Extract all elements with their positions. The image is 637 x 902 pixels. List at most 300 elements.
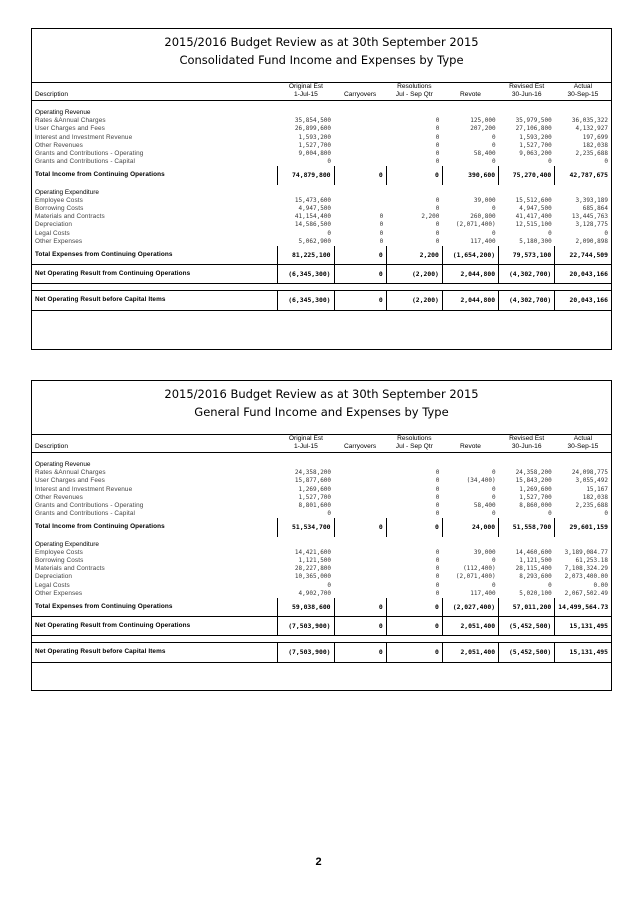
- operating-revenue-heading: [32, 105, 611, 117]
- cell-orig: 15,473,600: [294, 196, 332, 204]
- cell-carry: 0: [334, 291, 386, 310]
- row-label: Total Income from Continuing Operations: [35, 171, 165, 179]
- col-actual-top: Actual: [573, 435, 593, 442]
- cell-res: 0: [435, 141, 440, 149]
- col-resolutions-bottom: Jul - Sep Qtr: [386, 91, 442, 101]
- col-revised-bottom: 30-Jun-16: [499, 91, 555, 101]
- cell-res: 0: [435, 229, 440, 237]
- cell-carry: [334, 557, 386, 565]
- row-label: Total Income from Continuing Operations: [35, 523, 165, 531]
- col-actual-bottom: 30-Sep-15: [555, 443, 611, 453]
- consolidated-fund-panel: [31, 28, 612, 350]
- cell-revote: 125,000: [470, 117, 496, 125]
- cell-carry: [334, 117, 386, 125]
- cell-carry: 0: [334, 246, 386, 265]
- cell-orig: 14,586,500: [294, 221, 332, 229]
- col-resolutions-bottom: Jul - Sep Qtr: [386, 443, 442, 453]
- cell-orig: 8,801,600: [298, 502, 332, 510]
- cell-revote: 207,200: [470, 125, 496, 133]
- cell-carry: 0: [334, 617, 386, 636]
- general-fund-panel: [31, 380, 612, 691]
- cell-carry: [334, 150, 386, 158]
- cell-orig: 28,227,800: [294, 565, 332, 573]
- row-label: Rates &Annual Charges: [35, 469, 106, 477]
- operating-revenue-heading-label: Operating Revenue: [35, 461, 91, 468]
- cell-actual: 3,128,775: [575, 221, 608, 229]
- cell-revised: 75,270,400: [499, 166, 555, 184]
- cell-orig: 51,534,700: [278, 518, 334, 536]
- row-label: Other Revenues: [35, 141, 83, 149]
- cell-revised: 0: [548, 510, 552, 518]
- row-label: Net Operating Result from Continuing Operations: [32, 617, 278, 636]
- operating-expenditure-heading-label: Operating Expenditure: [35, 540, 99, 548]
- row-label: Net Operating Result before Capital Items: [32, 291, 278, 310]
- row-label: Other Expenses: [35, 589, 83, 597]
- cell-orig: 74,879,800: [278, 166, 334, 184]
- cell-actual: 182,038: [582, 141, 608, 149]
- cell-res: 0: [386, 617, 442, 636]
- cell-revised: 1,121,500: [519, 557, 552, 565]
- revenue-row: [32, 510, 611, 518]
- cell-actual: 0: [604, 158, 608, 166]
- cell-carry: [334, 573, 386, 581]
- cell-res: 2,200: [386, 246, 442, 265]
- row-label: Grants and Contributions - Capital: [35, 158, 136, 166]
- row-label: Total Expenses from Continuing Operations: [35, 251, 173, 259]
- expenditure-row: [32, 573, 611, 581]
- cell-revised: 41,417,400: [515, 213, 552, 221]
- consolidated-table: [32, 83, 611, 311]
- expenditure-row: [32, 221, 611, 229]
- consolidated-table-header: [32, 83, 611, 101]
- expenditure-row: [32, 205, 611, 213]
- cell-orig: 81,225,100: [278, 246, 334, 265]
- col-resolutions-top: Resolutions: [397, 83, 432, 90]
- cell-actual: 15,167: [586, 485, 608, 493]
- row-label: Materials and Contracts: [35, 565, 105, 573]
- row-label: Grants and Contributions - Capital: [35, 510, 136, 518]
- cell-actual: 61,253.18: [575, 557, 608, 565]
- cell-actual: 20,043,166: [555, 291, 611, 310]
- cell-revised: 1,527,700: [519, 141, 552, 149]
- cell-revised: 12,515,100: [515, 221, 552, 229]
- cell-carry: [334, 197, 386, 205]
- cell-revote: (112,400): [463, 565, 496, 573]
- cell-carry: [334, 590, 386, 598]
- cell-revote: 58,400: [473, 150, 496, 158]
- cell-res: 0: [435, 221, 440, 229]
- cell-actual: 24,098,775: [571, 469, 608, 477]
- cell-res: 0: [435, 573, 440, 581]
- cell-revised: 79,573,100: [499, 246, 555, 265]
- total-income-row: [32, 166, 611, 184]
- col-original-bottom: 1-Jul-15: [278, 91, 334, 101]
- row-label: Net Operating Result from Continuing Operations: [32, 265, 278, 284]
- cell-res: 0: [386, 166, 442, 184]
- row-label: User Charges and Fees: [35, 125, 105, 133]
- col-carryovers: Carryovers: [334, 91, 386, 101]
- cell-revised: 9,063,200: [519, 150, 552, 158]
- cell-orig: 4,902,700: [298, 589, 332, 597]
- cell-revote: 0: [491, 133, 496, 141]
- expenditure-row: [32, 557, 611, 565]
- net-operating-result-row: [32, 265, 611, 284]
- cell-orig: 0: [327, 229, 332, 237]
- row-label: Rates &Annual Charges: [35, 117, 106, 125]
- cell-carry: 0: [379, 213, 384, 221]
- cell-carry: [334, 582, 386, 590]
- cell-res: 0: [435, 237, 440, 245]
- row-label: User Charges and Fees: [35, 477, 105, 485]
- expenditure-row: [32, 213, 611, 221]
- cell-revised: 0: [548, 158, 552, 166]
- cell-carry: [334, 134, 386, 142]
- cell-actual: 15,131,495: [555, 617, 611, 636]
- revenue-row: [32, 125, 611, 133]
- cell-actual: 0: [604, 229, 608, 237]
- row-label: Other Expenses: [35, 237, 83, 245]
- col-original-top: Original Est: [288, 435, 323, 442]
- cell-orig: 1,527,700: [298, 141, 332, 149]
- cell-res: 0: [435, 557, 440, 565]
- cell-carry: 0: [334, 265, 386, 284]
- cell-carry: 0: [334, 166, 386, 184]
- cell-orig: 59,038,600: [278, 598, 334, 617]
- cell-revote: 39,000: [473, 548, 496, 556]
- cell-orig: (6,345,300): [278, 265, 334, 284]
- operating-expenditure-heading: [32, 185, 611, 197]
- cell-orig: 1,593,200: [298, 133, 332, 141]
- cell-revised: 15,512,600: [515, 196, 552, 204]
- cell-revote: (2,071,400): [455, 221, 496, 229]
- cell-actual: 15,131,495: [555, 643, 611, 662]
- expenditure-row: [32, 549, 611, 557]
- cell-actual: 42,787,675: [555, 166, 611, 184]
- cell-revised: 24,358,200: [515, 469, 552, 477]
- cell-carry: 0: [334, 643, 386, 662]
- cell-orig: 15,877,600: [294, 477, 332, 485]
- expenditure-row: [32, 582, 611, 590]
- cell-orig: 14,421,600: [294, 548, 332, 556]
- cell-actual: 3,055,492: [575, 477, 608, 485]
- cell-orig: 35,854,500: [294, 117, 332, 125]
- cell-orig: 26,899,600: [294, 125, 332, 133]
- cell-revised: 0: [548, 229, 552, 237]
- cell-res: 2,200: [421, 213, 440, 221]
- revenue-row: [32, 117, 611, 125]
- cell-carry: [334, 125, 386, 133]
- col-description: Description: [32, 91, 278, 101]
- total-income-row: [32, 518, 611, 536]
- cell-revote: 117,400: [470, 589, 496, 597]
- cell-revote: 0: [491, 485, 496, 493]
- row-label: Borrowing Costs: [35, 205, 84, 213]
- row-label: Legal Costs: [35, 581, 70, 589]
- cell-revote: 0: [491, 557, 496, 565]
- col-revote: Revote: [442, 91, 498, 101]
- cell-revote: 0: [491, 158, 496, 166]
- cell-orig: 10,365,000: [294, 573, 332, 581]
- expenditure-row: [32, 590, 611, 598]
- expenditure-row: [32, 565, 611, 573]
- cell-res: 0: [435, 589, 440, 597]
- revenue-row: [32, 486, 611, 494]
- row-label: Other Revenues: [35, 493, 83, 501]
- cell-carry: [334, 549, 386, 557]
- cell-actual: 29,601,159: [555, 518, 611, 536]
- cell-orig: 0: [327, 581, 332, 589]
- expenditure-row: [32, 230, 611, 238]
- cell-carry: [334, 205, 386, 213]
- cell-revised: 14,460,600: [515, 548, 552, 556]
- cell-revised: (5,452,500): [499, 643, 555, 662]
- cell-carry: [334, 494, 386, 502]
- consolidated-title-block: [32, 29, 611, 83]
- cell-revote: 0: [491, 581, 496, 589]
- cell-carry: [334, 469, 386, 477]
- cell-revote: 0: [491, 141, 496, 149]
- net-result-before-capital-row: [32, 291, 611, 310]
- cell-carry: [334, 486, 386, 494]
- cell-res: 0: [435, 117, 440, 125]
- revenue-row: [32, 469, 611, 477]
- cell-orig: 0: [327, 510, 332, 518]
- row-label: Grants and Contributions - Operating: [35, 150, 144, 158]
- cell-res: (2,200): [386, 291, 442, 310]
- cell-carry: [334, 142, 386, 150]
- cell-carry: 0: [379, 229, 384, 237]
- general-table-body: [32, 453, 611, 663]
- cell-revote: 24,000: [442, 518, 498, 536]
- cell-revote: 2,044,800: [442, 291, 498, 310]
- cell-orig: 41,154,400: [294, 213, 332, 221]
- row-label: Grants and Contributions - Operating: [35, 502, 144, 510]
- cell-orig: (7,503,900): [278, 643, 334, 662]
- cell-revote: 0: [491, 510, 496, 518]
- cell-actual: 2,235,688: [575, 502, 608, 510]
- cell-revised: 57,011,200: [499, 598, 555, 617]
- cell-revote: 117,400: [470, 237, 496, 245]
- cell-revised: 5,180,300: [519, 237, 552, 245]
- cell-revised: 8,293,600: [519, 573, 552, 581]
- cell-actual: 36,035,322: [571, 117, 608, 125]
- consolidated-title-line1: 2015/2016 Budget Review as at 30th September 2015: [164, 35, 479, 49]
- cell-carry: 0: [379, 237, 384, 245]
- page-number: 2: [315, 856, 322, 868]
- cell-revote: 58,400: [473, 502, 496, 510]
- row-label: Interest and Investment Revenue: [35, 485, 133, 493]
- col-revote: Revote: [442, 443, 498, 453]
- col-revised-top: Revised Est: [509, 435, 545, 442]
- expenditure-row: [32, 238, 611, 246]
- col-original-top: Original Est: [288, 83, 323, 90]
- cell-revised: 8,860,000: [519, 502, 552, 510]
- cell-revote: (34,400): [466, 477, 496, 485]
- cell-res: 0: [435, 477, 440, 485]
- cell-actual: 2,090,898: [575, 237, 608, 245]
- cell-orig: 1,121,500: [298, 557, 332, 565]
- cell-revote: 0: [491, 493, 496, 501]
- cell-actual: 22,744,509: [555, 246, 611, 265]
- cell-res: 0: [435, 493, 440, 501]
- col-original-bottom: 1-Jul-15: [278, 443, 334, 453]
- revenue-row: [32, 494, 611, 502]
- cell-revote: (1,654,200): [442, 246, 498, 265]
- col-actual-top: Actual: [573, 83, 593, 90]
- cell-res: 0: [435, 548, 440, 556]
- cell-carry: [334, 565, 386, 573]
- revenue-row: [32, 150, 611, 158]
- cell-revised: 5,020,100: [519, 589, 552, 597]
- cell-res: 0: [435, 125, 440, 133]
- cell-orig: 5,062,900: [298, 237, 332, 245]
- cell-revised: (5,452,500): [499, 617, 555, 636]
- cell-carry: 0: [379, 221, 384, 229]
- cell-orig: 9,004,800: [298, 150, 332, 158]
- cell-revote: 2,051,400: [442, 617, 498, 636]
- cell-res: 0: [435, 581, 440, 589]
- general-table-header: [32, 435, 611, 453]
- revenue-row: [32, 502, 611, 510]
- cell-res: 0: [435, 205, 440, 213]
- row-label: Depreciation: [35, 573, 73, 581]
- total-expenses-row: [32, 246, 611, 265]
- cell-revised: 0: [548, 581, 552, 589]
- cell-res: 0: [435, 510, 440, 518]
- cell-revote: (2,027,400): [442, 598, 498, 617]
- cell-revised: 51,558,700: [499, 518, 555, 536]
- cell-res: 0: [386, 598, 442, 617]
- cell-actual: 182,038: [582, 493, 608, 501]
- cell-orig: 4,947,500: [298, 205, 332, 213]
- cell-res: 0: [435, 502, 440, 510]
- cell-revised: (4,302,700): [499, 291, 555, 310]
- operating-revenue-heading-label: Operating Revenue: [35, 109, 91, 116]
- operating-expenditure-heading: [32, 537, 611, 549]
- cell-carry: 0: [334, 518, 386, 536]
- cell-revised: 1,269,600: [519, 485, 552, 493]
- cell-actual: 685,864: [582, 205, 608, 213]
- row-label: Legal Costs: [35, 229, 70, 237]
- cell-revised: 4,947,500: [519, 205, 552, 213]
- cell-revote: (2,071,400): [455, 573, 496, 581]
- cell-actual: 2,235,688: [575, 150, 608, 158]
- cell-actual: 7,108,324.29: [564, 565, 608, 573]
- col-carryovers: Carryovers: [334, 443, 386, 453]
- cell-res: 0: [386, 518, 442, 536]
- cell-revote: 2,044,800: [442, 265, 498, 284]
- cell-actual: 14,499,564.73: [555, 598, 611, 617]
- cell-res: 0: [435, 196, 440, 204]
- general-title-block: [32, 381, 611, 435]
- cell-res: (2,200): [386, 265, 442, 284]
- cell-actual: 4,132,927: [575, 125, 608, 133]
- row-label: Borrowing Costs: [35, 557, 84, 565]
- cell-revised: 35,979,500: [515, 117, 552, 125]
- col-resolutions-top: Resolutions: [397, 435, 432, 442]
- cell-res: 0: [435, 485, 440, 493]
- operating-expenditure-heading-label: Operating Expenditure: [35, 188, 99, 196]
- expenditure-row: [32, 197, 611, 205]
- cell-actual: 2,067,502.49: [564, 589, 608, 597]
- cell-orig: 1,527,700: [298, 493, 332, 501]
- cell-revised: (4,302,700): [499, 265, 555, 284]
- row-label: Net Operating Result before Capital Items: [32, 643, 278, 662]
- cell-actual: 3,189,084.77: [564, 548, 608, 556]
- cell-actual: 20,043,166: [555, 265, 611, 284]
- cell-revised: 1,527,700: [519, 493, 552, 501]
- cell-res: 0: [386, 643, 442, 662]
- cell-res: 0: [435, 133, 440, 141]
- cell-res: 0: [435, 150, 440, 158]
- cell-res: 0: [435, 158, 440, 166]
- cell-res: 0: [435, 565, 440, 573]
- cell-actual: 2,073,400.00: [564, 573, 608, 581]
- row-label: Depreciation: [35, 221, 73, 229]
- cell-actual: 0.00: [593, 581, 608, 589]
- cell-orig: 24,358,200: [294, 469, 332, 477]
- row-label: Interest and Investment Revenue: [35, 133, 133, 141]
- cell-res: 0: [435, 469, 440, 477]
- cell-revote: 390,600: [442, 166, 498, 184]
- cell-revote: 0: [491, 229, 496, 237]
- col-revised-top: Revised Est: [509, 83, 545, 90]
- cell-orig: 0: [327, 158, 332, 166]
- net-result-before-capital-row: [32, 643, 611, 662]
- cell-revised: 1,593,200: [519, 133, 552, 141]
- cell-revote: 0: [491, 205, 496, 213]
- cell-actual: 3,393,189: [575, 196, 608, 204]
- col-actual-bottom: 30-Sep-15: [555, 91, 611, 101]
- row-label: Employee Costs: [35, 548, 83, 556]
- cell-revote: 2,051,400: [442, 643, 498, 662]
- row-label: Employee Costs: [35, 196, 83, 204]
- cell-orig: (7,503,900): [278, 617, 334, 636]
- cell-carry: [334, 477, 386, 485]
- general-table: [32, 435, 611, 663]
- cell-revised: 28,115,400: [515, 565, 552, 573]
- consolidated-table-body: [32, 101, 611, 311]
- operating-revenue-heading: [32, 457, 611, 469]
- row-label: Total Expenses from Continuing Operations: [35, 603, 173, 611]
- general-title-line2: General Fund Income and Expenses by Type: [194, 405, 449, 419]
- general-title-line1: 2015/2016 Budget Review as at 30th September 2015: [164, 387, 479, 401]
- cell-revote: 0: [491, 469, 496, 477]
- revenue-row: [32, 134, 611, 142]
- revenue-row: [32, 142, 611, 150]
- total-expenses-row: [32, 598, 611, 617]
- cell-carry: [334, 158, 386, 166]
- cell-revised: 15,843,200: [515, 477, 552, 485]
- cell-carry: [334, 502, 386, 510]
- cell-actual: 13,445,763: [571, 213, 608, 221]
- consolidated-title-line2: Consolidated Fund Income and Expenses by Type: [179, 53, 464, 67]
- cell-actual: 0: [604, 510, 608, 518]
- row-label: Materials and Contracts: [35, 213, 105, 221]
- cell-revote: 260,800: [470, 213, 496, 221]
- col-description: Description: [32, 443, 278, 453]
- cell-orig: (6,345,300): [278, 291, 334, 310]
- cell-orig: 1,269,600: [298, 485, 332, 493]
- col-revised-bottom: 30-Jun-16: [499, 443, 555, 453]
- cell-revised: 27,106,800: [515, 125, 552, 133]
- cell-actual: 197,699: [582, 133, 608, 141]
- revenue-row: [32, 477, 611, 485]
- cell-carry: 0: [334, 598, 386, 617]
- cell-carry: [334, 510, 386, 518]
- net-operating-result-row: [32, 617, 611, 636]
- cell-revote: 39,000: [473, 196, 496, 204]
